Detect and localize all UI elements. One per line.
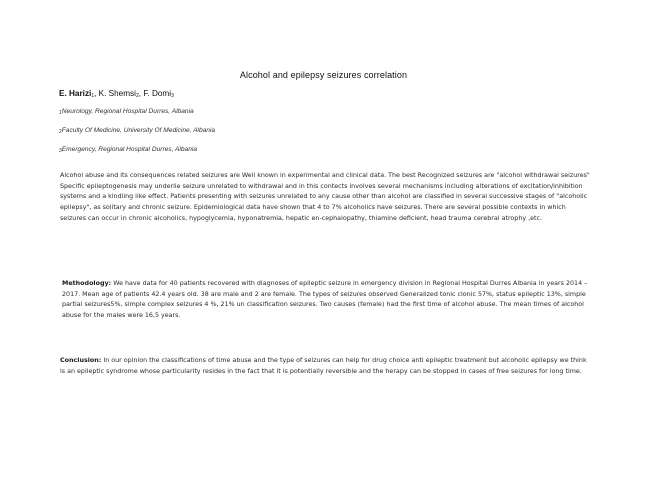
affiliation-mark: 1	[59, 110, 62, 116]
author-third-mark: 3	[171, 93, 174, 99]
author-first: E. Harizi	[59, 89, 92, 98]
author-line	[59, 89, 174, 99]
conclusion-paragraph	[60, 356, 592, 377]
conclusion-text: In our opinion the classifications of time abuse and the type of seizures can help for drug choice anti epileptic treatment but alcoholic epilepsy we think is an epileptic syndrome whose particularity resides in the fact that it is potentially reversible and the herapy can be stopped in cases of free seizures for long time.	[60, 357, 587, 375]
affiliation-mark: 2	[59, 129, 62, 135]
author-third: F. Domi	[143, 89, 172, 98]
methodology-paragraph	[62, 279, 594, 322]
author-separator: ,	[94, 89, 99, 98]
affiliation-text: Faculty Of Medicine, University Of Medicine, Albania	[61, 127, 216, 134]
affiliation-mark: 3	[59, 148, 62, 154]
paper-title: Alcohol and epilepsy seizures correlation	[239, 70, 408, 80]
affiliation-text: Neurology, Regional Hospital Durres, Albania	[61, 108, 194, 115]
author-first-mark: 1	[91, 93, 95, 99]
affiliation-2	[59, 127, 215, 135]
affiliation-3	[59, 146, 197, 154]
affiliation-1	[59, 108, 194, 116]
methodology-text: We have data for 40 patients recovered with diagnoses of epileptic seizure in emergency division in Regional Hospital Durres Albania in years 2014 – 2017. Mean age of patients 42.4 years old. 38 are male and 2 are female. The types of seizures observed Generalized tonic clonic 57%, status epileptic 13%, simple partial seizures5%, simple complex seizures 4 %, 21% un classification seizures. Two causes (female) had the first time of alcohol abuse. The mean times of alcohol abuse for the males were 16,5 years.	[62, 280, 588, 320]
abstract-paragraph: Alcohol abuse and its consequences related seizures are Well known in experimental and clinical data. The best Recognized seizures are "alcohol withdrawal seizures" Specific epileptogenesis may underlie seizure unrelated to withdrawal and in this contects involves several mechanisms including alterations of excitation/inhibition systems and a kindling like effect. Patients presenting with seizures unrelated to any cause other than alcohol are classified in several successive stages of "alcoholic epilepsy", as solitary and chronic seizure. Epidemiological data have shown that 4 to 7% alcoholics have seizures. There are several possible contexts in which seizures can occur in chronic alcoholics, hypoglycemia, hyponatremia, hepatic en-cephalopathy, thiamine deficient, head trauma cerebral atrophy ,etc.	[60, 172, 590, 222]
affiliation-text: Emergency, Regional Hospital Durres, Albania	[61, 146, 198, 153]
author-second: K. Shemsi	[98, 89, 136, 98]
conclusion-label: Conclusion:	[60, 357, 102, 364]
author-second-mark: 2	[135, 93, 139, 99]
author-separator: ,	[138, 89, 144, 98]
methodology-label: Methodology:	[62, 280, 112, 287]
